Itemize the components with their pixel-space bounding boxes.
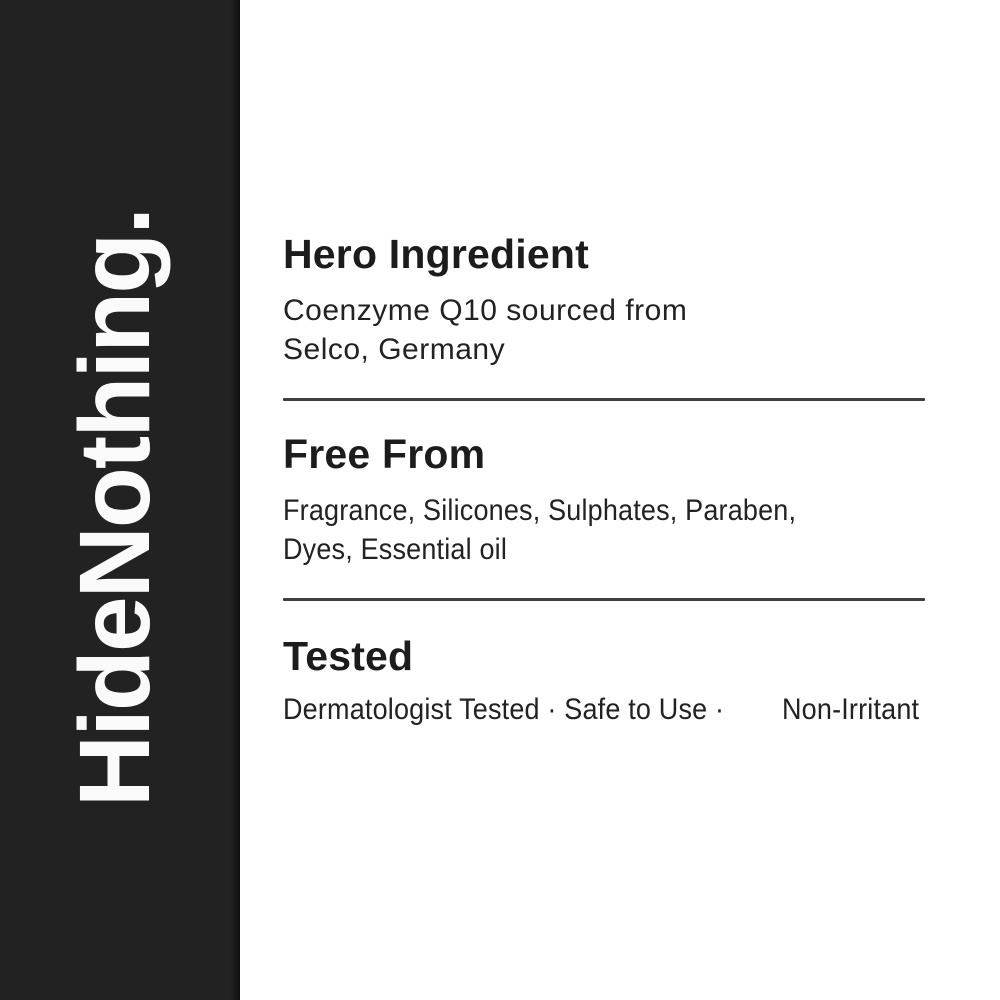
section-divider <box>283 598 925 601</box>
brand-vertical-text: HideNothing. <box>59 208 171 808</box>
info-content-column <box>283 0 928 1000</box>
body-line: Coenzyme Q10 sourced from <box>283 294 688 327</box>
body-line: Dermatologist Tested · Safe to Use · <box>283 693 725 726</box>
section-heading-free-from: Free From <box>283 431 486 477</box>
section-body-free-from <box>283 491 943 569</box>
section-heading-hero-ingredient: Hero Ingredient <box>283 231 589 277</box>
section-divider <box>283 398 925 401</box>
body-line: Selco, Germany <box>283 333 506 366</box>
body-line: Non-Irritant <box>781 693 919 726</box>
body-line: Fragrance, Silicones, Sulphates, Paraben, <box>283 494 797 527</box>
section-body-hero-ingredient <box>283 291 943 369</box>
brand-side-band <box>0 0 240 1000</box>
body-line: Dyes, Essential oil <box>283 533 508 566</box>
section-heading-tested: Tested <box>283 633 414 679</box>
section-body-tested <box>283 690 943 729</box>
